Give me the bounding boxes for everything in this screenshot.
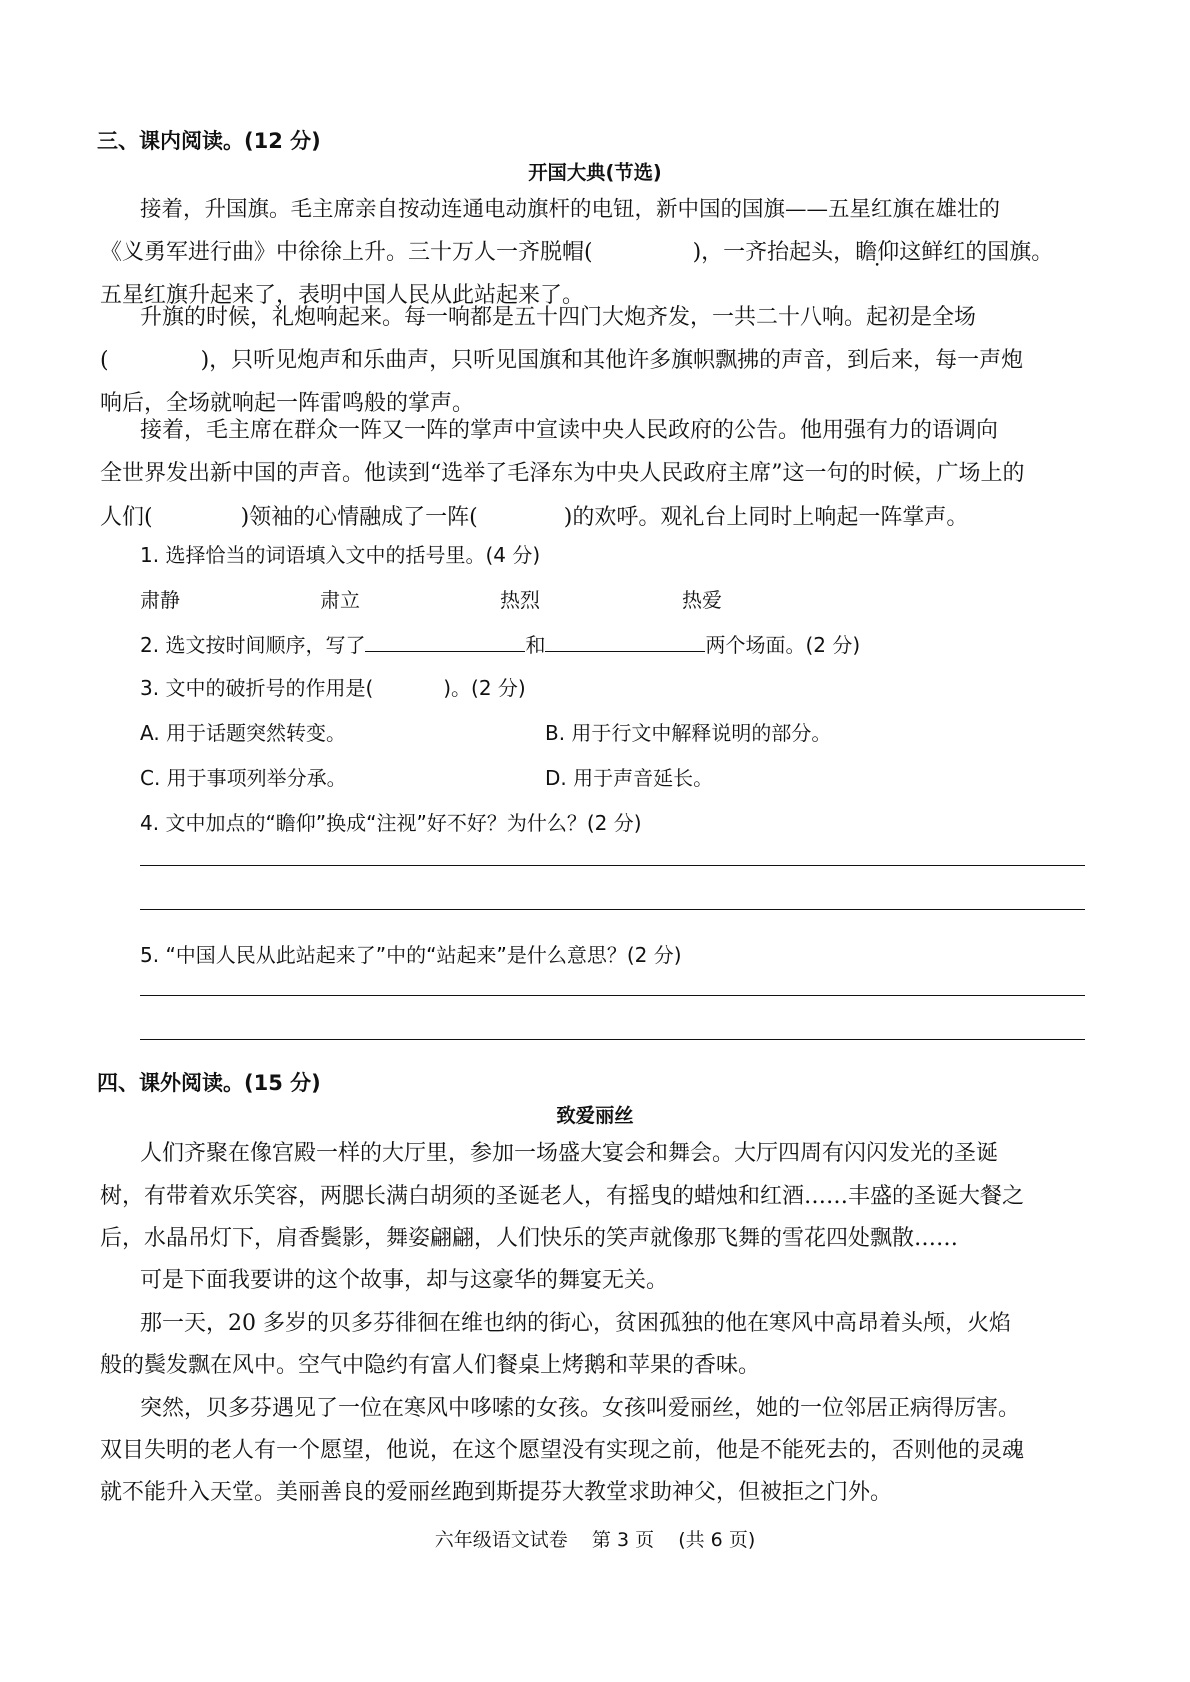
word-option-2: 肃立: [320, 588, 360, 612]
passage2-para4-line2: 双目失明的老人有一个愿望，他说，在这个愿望没有实现之前，他是不能死去的，否则他的灵魂: [100, 1438, 1025, 1463]
word-option-4: 热爱: [682, 588, 722, 612]
emphasis-word: 瞻仰: [855, 240, 900, 265]
option-d: D. 用于声音延长。: [545, 766, 714, 790]
passage2-para2: 可是下面我要讲的这个故事，却与这豪华的舞宴无关。: [140, 1268, 669, 1293]
passage2-para4-line3: 就不能升入天堂。美丽善良的爱丽丝跑到斯提芬大教堂求助神父，但被拒之门外。: [100, 1480, 893, 1505]
word-option-1: 肃静: [140, 588, 180, 612]
passage1-para1-line3: 五星红旗升起来了，表明中国人民从此站起来了。: [100, 283, 585, 308]
option-c: C. 用于事项列举分承。: [140, 766, 347, 790]
question-2: 2. 选文按时间顺序，写了 和 两个场面。(2 分): [140, 629, 860, 660]
question-4: 4. 文中加点的“瞻仰”换成“注视”好不好？为什么？(2 分): [140, 811, 642, 835]
passage1-para3-line3: 人们( )领袖的心情融成了一阵( )的欢呼。观礼台上同时上响起一阵掌声。: [100, 505, 969, 530]
question-3: 3. 文中的破折号的作用是( )。(2 分): [140, 676, 526, 700]
answer-line-q4-1[interactable]: [140, 865, 1085, 866]
option-a: A. 用于话题突然转变。: [140, 721, 347, 745]
passage1-para2-line1: 升旗的时候，礼炮响起来。每一响都是五十四门大炮齐发，一共二十八响。起初是全场: [140, 305, 977, 330]
answer-line-q5-1[interactable]: [140, 995, 1085, 996]
answer-blank-2[interactable]: [545, 629, 705, 652]
passage1-para1-line2: 《义勇军进行曲》中徐徐上升。三十万人一齐脱帽( )，一齐抬起头，瞻仰这鲜红的国旗。: [100, 240, 1054, 265]
passage2-para1-line3: 后，水晶吊灯下，肩香鬓影，舞姿翩翩，人们快乐的笑声就像那飞舞的雪花四处飘散……: [100, 1226, 959, 1251]
section-heading-4: 四、课外阅读。(15 分): [97, 1071, 321, 1095]
word-option-3: 热烈: [500, 588, 540, 612]
answer-line-q5-2[interactable]: [140, 1039, 1085, 1040]
passage2-para1-line2: 树，有带着欢乐笑容，两腮长满白胡须的圣诞老人，有摇曳的蜡烛和红酒……丰盛的圣诞大餐之: [100, 1184, 1025, 1209]
passage2-para3-line1: 那一天，20 多岁的贝多芬徘徊在维也纳的街心，贫困孤独的他在寒风中高昂着头颅，火焰: [140, 1311, 1011, 1336]
passage-title-2: 致爱丽丝: [556, 1104, 634, 1127]
question-1: 1. 选择恰当的词语填入文中的括号里。(4 分): [140, 543, 541, 567]
answer-line-q4-2[interactable]: [140, 909, 1085, 910]
passage1-para3-line2: 全世界发出新中国的声音。他读到“选举了毛泽东为中央人民政府主席”这一句的时候，广场上的: [100, 461, 1025, 486]
passage1-para2-line2: ( )，只听见炮声和乐曲声，只听见国旗和其他许多旗帜飘拂的声音，到后来，每一声炮: [100, 348, 1024, 373]
passage2-para1-line1: 人们齐聚在像宫殿一样的大厅里，参加一场盛大宴会和舞会。大厅四周有闪闪发光的圣诞: [140, 1141, 999, 1166]
answer-blank-1[interactable]: [365, 629, 525, 652]
passage1-para2-line3: 响后，全场就响起一阵雷鸣般的掌声。: [100, 391, 475, 416]
section-heading-3: 三、课内阅读。(12 分): [97, 129, 321, 153]
page-footer: 六年级语文试卷 第 3 页 (共 6 页): [434, 1529, 756, 1551]
passage1-para1-line1: 接着，升国旗。毛主席亲自按动连通电动旗杆的电钮，新中国的国旗——五星红旗在雄壮的: [140, 197, 1001, 222]
passage2-para3-line2: 般的鬓发飘在风中。空气中隐约有富人们餐桌上烤鹅和苹果的香味。: [100, 1353, 761, 1378]
option-b: B. 用于行文中解释说明的部分。: [545, 721, 832, 745]
question-5: 5. “中国人民从此站起来了”中的“站起来”是什么意思？(2 分): [140, 943, 682, 967]
passage1-para3-line1: 接着，毛主席在群众一阵又一阵的掌声中宣读中央人民政府的公告。他用强有力的语调向: [140, 418, 999, 443]
passage2-para4-line1: 突然，贝多芬遇见了一位在寒风中哆嗦的女孩。女孩叫爱丽丝，她的一位邻居正病得厉害。: [140, 1396, 1021, 1421]
passage-title-1: 开国大典(节选): [528, 161, 662, 184]
